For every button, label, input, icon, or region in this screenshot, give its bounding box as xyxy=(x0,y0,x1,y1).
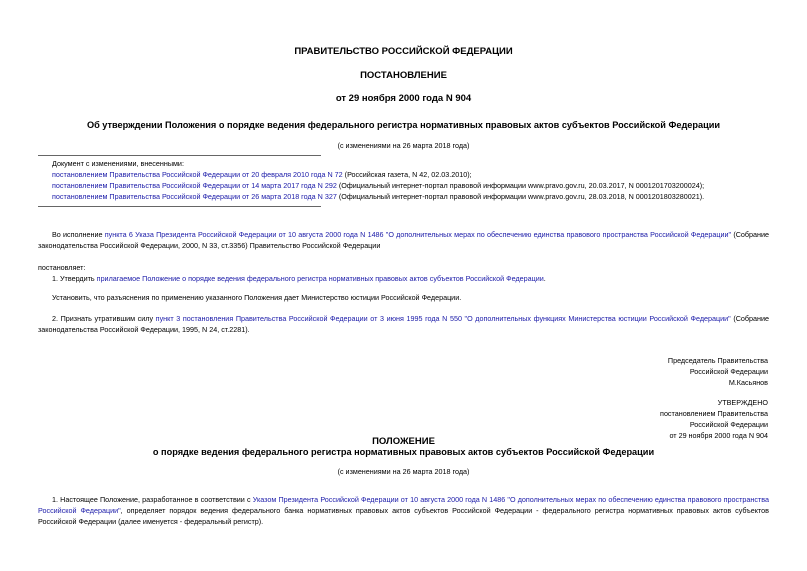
changes-intro: Документ с изменениями, внесенными: xyxy=(52,159,184,168)
regulation-paragraph-1: 1. Настоящее Положение, разработанное в соответствии с Указом Президента Российской Федерации от 10 августа 2000 года N 1486 "О дополнительных мерах по обеспечению единства правового пространства Российской Федерации", определяет порядок ведения федерального банка нормативных правовых актов субъектов Российской Федерации - федерального регистра нормативных правовых актов субъектов Российской Федерации (далее именуется - федеральный регистр). xyxy=(38,495,769,526)
approval-date: от 29 ноября 2000 года N 904 xyxy=(669,431,768,440)
government-heading: ПРАВИТЕЛЬСТВО РОССИЙСКОЙ ФЕДЕРАЦИИ xyxy=(294,46,513,57)
decree-link[interactable]: пункта 6 Указа Президента Российской Федерации от 10 августа 2000 года N 1486 "О дополнительных мерах по обеспечению единства правового пространства Российской Федерации" xyxy=(104,230,732,239)
changes-top-rule xyxy=(38,155,321,156)
decides-text: постановляет: xyxy=(38,263,86,272)
change-source: (Официальный интернет-портал правовой информации www.pravo.gov.ru, 20.03.2017, N 0001201703200024); xyxy=(336,181,705,190)
approval-line-2: постановлением Правительства xyxy=(660,409,768,418)
change-item xyxy=(52,180,704,191)
regulation-link[interactable]: прилагаемое Положение о порядке ведения федерального регистра нормативных правовых актов субъектов Российской Федерации xyxy=(96,274,544,283)
approval-block xyxy=(660,397,768,441)
change-item xyxy=(52,169,472,180)
change-source: (Официальный интернет-портал правовой информации www.pravo.gov.ru, 28.03.2018, N 0001201803280021). xyxy=(336,192,705,201)
approval-line-3: Российской Федерации xyxy=(689,420,768,429)
signature-country: Российской Федерации xyxy=(689,367,768,376)
change-source: (Российская газета, N 42, 02.03.2010); xyxy=(342,170,472,179)
document-title: Об утверждении Положения о порядке ведения федерального регистра нормативных правовых актов субъектов Российской Федерации xyxy=(86,120,721,130)
change-link[interactable]: постановлением Правительства Российской Федерации от 26 марта 2018 года N 327 xyxy=(52,192,337,201)
change-link[interactable]: постановлением Правительства Российской Федерации от 14 марта 2017 года N 292 xyxy=(52,181,337,190)
change-link[interactable]: постановлением Правительства Российской Федерации от 20 февраля 2010 года N 72 xyxy=(52,170,343,179)
item-2: 2. Признать утратившим силу пункт 3 постановления Правительства Российской Федерации от 3 июня 1995 года N 550 "О дополнительных функциях Министерства юстиции Российской Федерации" (Собрание законодательства Российской Федерации, 1995, N 24, ст.2281). xyxy=(38,314,769,334)
regulation-subheading: о порядке ведения федерального регистра нормативных правовых актов субъектов Российской Федерации xyxy=(152,447,655,457)
signature-position: Председатель Правительства xyxy=(667,356,768,365)
item-1-clarification: Установить, что разъяснения по применению указанного Положения дает Министерство юстиции Российской Федерации. xyxy=(52,293,462,302)
repealed-act-link[interactable]: пункт 3 постановления Правительства Российской Федерации от 3 июня 1995 года N 550 "О дополнительных функциях Министерства юстиции Российской Федерации" xyxy=(155,314,731,323)
changes-bottom-rule xyxy=(38,206,321,207)
signature-name: М.Касьянов xyxy=(728,378,768,387)
president-decree-link[interactable]: Указом Президента Российской Федерации от 10 августа 2000 года N 1486 "О дополнительных мерах по обеспечению единства правового пространства Российской Федерации" xyxy=(38,495,769,515)
regulation-amended-note: (с изменениями на 26 марта 2018 года) xyxy=(337,467,470,476)
amended-note: (с изменениями на 26 марта 2018 года) xyxy=(337,141,470,150)
regulation-heading: ПОЛОЖЕНИЕ xyxy=(372,436,435,447)
signature-block xyxy=(668,355,768,388)
approval-label: УТВЕРЖДЕНО xyxy=(717,398,768,407)
change-item xyxy=(52,191,704,202)
date-number: от 29 ноября 2000 года N 904 xyxy=(335,93,472,104)
doc-type-heading: ПОСТАНОВЛЕНИЕ xyxy=(360,70,447,81)
preamble-paragraph: Во исполнение пункта 6 Указа Президента Российской Федерации от 10 августа 2000 года N 1486 "О дополнительных мерах по обеспечению единства правового пространства Российской Федерации" (Собрание законодательства Российской Федерации, 2000, N 33, ст.3356) Правительство Российской Федерации xyxy=(38,230,770,250)
item-1: 1. Утвердить прилагаемое Положение о порядке ведения федерального регистра нормативных правовых актов субъектов Российской Федерации. xyxy=(52,274,546,283)
